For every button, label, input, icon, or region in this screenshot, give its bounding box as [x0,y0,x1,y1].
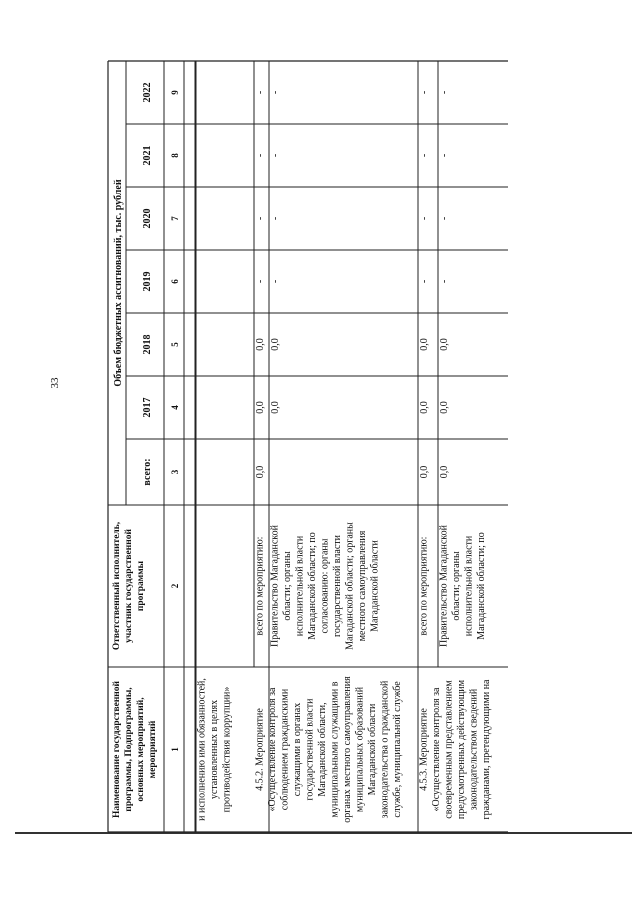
header-program-name: Наименование государственной [112,680,122,819]
row-4-value-2017: 0,0 [439,401,450,414]
row-4-value-2022: - [439,90,450,95]
column-number-1: 1 [170,747,180,752]
row-1-value-2017: 0,0 [255,401,266,414]
row-2-executor: исполнительной власти [294,535,306,637]
header-budget-volume: Объем бюджетных ассигнований, тыс. рублей [113,179,124,387]
row-4-value-total: 0,0 [439,465,450,479]
row-2-executor: области; органы [282,551,293,621]
column-number-3: 3 [170,469,180,475]
row-2-executor: Магаданской области [369,540,381,632]
row-3-name: своевременным представлением [443,680,455,819]
row-4-value-2021: - [439,153,450,158]
column-number-7: 7 [170,216,180,221]
header-year-2022: 2022 [142,82,153,103]
row-4-executor: Правительство Магаданской [438,525,450,647]
header-year-2018: 2018 [142,334,153,355]
row-2-value-2020: - [270,216,281,221]
budget-table [108,61,508,832]
row-1-value-2019: - [255,279,266,284]
row-1-value-2022: - [255,90,266,95]
row-2-executor: Магаданской области; органы [344,522,356,650]
column-number-2: 2 [170,583,180,589]
column-number-5: 5 [170,342,180,347]
row-4-executor: области; органы [451,551,462,621]
row-3-name: «Осуществление контроля за [431,687,442,812]
header-year-2019: 2019 [142,271,153,292]
row-2-executor: государственной власти [332,535,343,637]
column-number-9: 9 [170,90,180,95]
row-2-executor: Правительство Магаданской [269,525,281,647]
row-1-name: государственной власти [304,698,316,801]
page-number: 33 [49,377,61,389]
row-1-name: службе, муниципальной службе [392,681,403,818]
column-number-8: 8 [170,153,180,158]
header-year-2021: 2021 [142,145,153,166]
header-program-name: мероприятий [148,720,158,779]
row-3-value-2022: - [419,90,430,95]
row-1-value-2021: - [255,153,266,158]
row-1-name: муниципальными служащими в [329,681,341,818]
row-2-value-2021: - [270,153,281,158]
row-3-name: законодательством сведений [468,688,480,811]
row-1-value-total: 0,0 [255,465,266,479]
row-3-value-2020: - [419,216,430,221]
row-3-value-2019: - [419,279,430,284]
row-3-value-2021: - [419,153,430,158]
row-1-value-2020: - [255,216,266,221]
row-1-name: 4.5.2. Мероприятие [254,708,266,791]
row-0-name: установленных в целях [209,699,220,800]
header-executor: программы [136,560,146,612]
row-3-value-2017: 0,0 [419,401,430,414]
row-1-name: Магаданской области, [317,702,328,797]
row-3-executor: всего по мероприятию: [418,536,430,636]
row-3-value-2018: 0,0 [419,338,430,351]
header-program-name: основных мероприятий, [136,697,146,802]
row-0-name: и исполнению ими обязанностей, [196,678,208,821]
row-1-name: Магаданской области [367,703,378,796]
row-3-name: гражданами, претендующими на [481,679,492,820]
header-program-name: программы, Подпрограммы, [124,687,134,812]
row-2-executor: согласованию: органы [319,538,331,634]
row-3-name: предусмотренных действующим [456,679,467,820]
row-1-name: «Осуществление контроля за [267,687,278,812]
row-0-name: противодействия коррупции» [221,686,233,813]
header-year-2017: 2017 [142,397,153,418]
row-4-executor: исполнительной власти [463,535,475,637]
row-2-value-2018: 0,0 [270,338,281,351]
row-4-executor: Магаданской области; по [476,532,487,640]
header-total: всего: [142,458,153,486]
row-3-name: 4.5.3. Мероприятие [418,708,430,791]
column-number-6: 6 [170,279,180,284]
row-1-executor: всего по мероприятию: [254,536,266,636]
row-2-value-2022: - [270,90,281,95]
column-number-4: 4 [170,405,180,410]
row-4-value-2020: - [439,216,450,221]
row-1-name: служащими в органах [292,702,303,797]
row-1-value-2018: 0,0 [255,338,266,351]
row-1-name: законодательства о гражданской [379,680,391,819]
row-4-value-2019: - [439,279,450,284]
row-3-value-total: 0,0 [419,465,430,479]
row-2-value-2019: - [270,279,281,284]
row-1-name: органах местного самоуправления [342,676,353,823]
header-executor: Ответственный исполнитель, [112,521,122,651]
row-1-name: муниципальных образований [354,686,366,813]
row-2-executor: Магаданской области; по [307,532,318,640]
row-4-value-2018: 0,0 [439,338,450,351]
header-executor: участник государственной [124,529,134,643]
row-1-name: соблюдением гражданскими [279,688,291,811]
header-year-2020: 2020 [142,208,153,229]
row-2-executor: местного самоуправления [357,530,368,642]
row-2-value-2017: 0,0 [270,401,281,414]
